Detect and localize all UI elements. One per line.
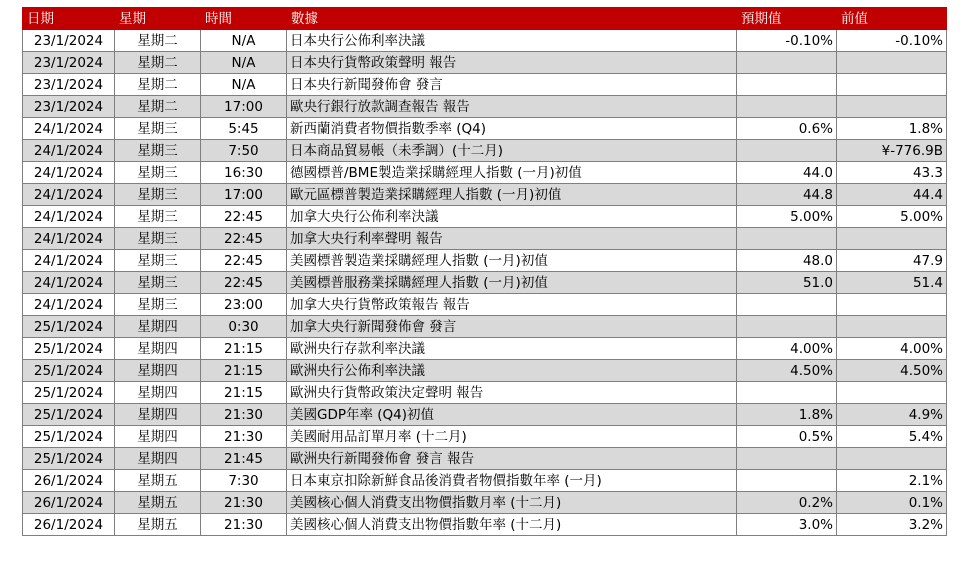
time-cell: 21:15 (201, 338, 287, 360)
table-row (23, 30, 947, 52)
time-cell: 21:45 (201, 448, 287, 470)
date-cell: 23/1/2024 (23, 74, 115, 96)
event-cell: 歐洲央行存款利率決議 (287, 338, 737, 360)
date-cell: 25/1/2024 (23, 448, 115, 470)
day-cell: 星期五 (115, 470, 201, 492)
event-cell: 日本商品貿易帳（未季調）(十二月) (287, 140, 737, 162)
previous-cell: 51.4 (837, 272, 947, 294)
table-row (23, 316, 947, 338)
table-row (23, 140, 947, 162)
event-cell: 加拿大央行新聞發佈會 發言 (287, 316, 737, 338)
day-cell: 星期五 (115, 514, 201, 536)
table-row (23, 228, 947, 250)
event-cell: 歐央行銀行放款調查報告 報告 (287, 96, 737, 118)
table-row (23, 162, 947, 184)
day-cell: 星期三 (115, 228, 201, 250)
event-cell: 歐洲央行公佈利率決議 (287, 360, 737, 382)
date-cell: 24/1/2024 (23, 250, 115, 272)
forecast-cell (737, 140, 837, 162)
day-cell: 星期三 (115, 272, 201, 294)
time-cell: 21:30 (201, 492, 287, 514)
day-cell: 星期三 (115, 140, 201, 162)
time-cell: 17:00 (201, 96, 287, 118)
event-cell: 歐元區標普製造業採購經理人指數 (一月)初值 (287, 184, 737, 206)
table-row (23, 448, 947, 470)
time-cell: N/A (201, 30, 287, 52)
previous-cell: 4.00% (837, 338, 947, 360)
day-cell: 星期四 (115, 316, 201, 338)
event-cell: 美國核心個人消費支出物價指數年率 (十二月) (287, 514, 737, 536)
previous-cell (837, 74, 947, 96)
table-row (23, 74, 947, 96)
forecast-cell: 0.6% (737, 118, 837, 140)
table-row (23, 382, 947, 404)
table-row (23, 250, 947, 272)
date-cell: 25/1/2024 (23, 382, 115, 404)
table-row (23, 514, 947, 536)
day-cell: 星期四 (115, 448, 201, 470)
time-cell: 5:45 (201, 118, 287, 140)
date-cell: 23/1/2024 (23, 30, 115, 52)
event-cell: 日本央行貨幣政策聲明 報告 (287, 52, 737, 74)
event-cell: 美國標普服務業採購經理人指數 (一月)初值 (287, 272, 737, 294)
previous-cell: 47.9 (837, 250, 947, 272)
date-cell: 24/1/2024 (23, 294, 115, 316)
forecast-cell (737, 228, 837, 250)
event-cell: 日本央行公佈利率決議 (287, 30, 737, 52)
previous-cell: -0.10% (837, 30, 947, 52)
forecast-cell (737, 316, 837, 338)
time-cell: 21:15 (201, 360, 287, 382)
forecast-cell (737, 52, 837, 74)
table-row (23, 360, 947, 382)
date-cell: 23/1/2024 (23, 96, 115, 118)
date-cell: 25/1/2024 (23, 360, 115, 382)
day-cell: 星期三 (115, 294, 201, 316)
time-cell: 7:30 (201, 470, 287, 492)
event-cell: 加拿大央行公佈利率決議 (287, 206, 737, 228)
time-cell: 21:15 (201, 382, 287, 404)
date-cell: 24/1/2024 (23, 162, 115, 184)
date-cell: 25/1/2024 (23, 426, 115, 448)
previous-cell: 44.4 (837, 184, 947, 206)
forecast-cell (737, 74, 837, 96)
event-cell: 美國標普製造業採購經理人指數 (一月)初值 (287, 250, 737, 272)
forecast-cell: 44.0 (737, 162, 837, 184)
previous-cell (837, 294, 947, 316)
date-cell: 24/1/2024 (23, 118, 115, 140)
table-row (23, 294, 947, 316)
previous-cell (837, 52, 947, 74)
table-header-row (23, 8, 947, 30)
time-cell: N/A (201, 52, 287, 74)
forecast-cell: 4.00% (737, 338, 837, 360)
date-cell: 25/1/2024 (23, 338, 115, 360)
forecast-cell (737, 382, 837, 404)
forecast-cell: 44.8 (737, 184, 837, 206)
day-cell: 星期二 (115, 52, 201, 74)
event-cell: 日本東京扣除新鮮食品後消費者物價指數年率 (一月) (287, 470, 737, 492)
day-cell: 星期三 (115, 250, 201, 272)
forecast-cell (737, 470, 837, 492)
event-cell: 日本央行新聞發佈會 發言 (287, 74, 737, 96)
table-row (23, 96, 947, 118)
event-cell: 美國GDP年率 (Q4)初值 (287, 404, 737, 426)
date-cell: 24/1/2024 (23, 184, 115, 206)
day-cell: 星期三 (115, 162, 201, 184)
time-cell: 7:50 (201, 140, 287, 162)
time-cell: 22:45 (201, 250, 287, 272)
previous-cell: 3.2% (837, 514, 947, 536)
time-cell: 22:45 (201, 206, 287, 228)
previous-cell: 5.4% (837, 426, 947, 448)
previous-cell (837, 96, 947, 118)
date-cell: 24/1/2024 (23, 272, 115, 294)
day-cell: 星期二 (115, 30, 201, 52)
date-cell: 26/1/2024 (23, 470, 115, 492)
economic-calendar-table (22, 7, 947, 536)
previous-cell: 4.50% (837, 360, 947, 382)
date-cell: 23/1/2024 (23, 52, 115, 74)
time-cell: 21:30 (201, 514, 287, 536)
day-cell: 星期三 (115, 184, 201, 206)
day-cell: 星期三 (115, 206, 201, 228)
forecast-cell: 51.0 (737, 272, 837, 294)
event-cell: 歐洲央行新聞發佈會 發言 報告 (287, 448, 737, 470)
forecast-cell: 48.0 (737, 250, 837, 272)
date-cell: 26/1/2024 (23, 492, 115, 514)
header-date: 日期 (23, 8, 115, 30)
date-cell: 24/1/2024 (23, 206, 115, 228)
table-row (23, 118, 947, 140)
time-cell: 21:30 (201, 404, 287, 426)
forecast-cell (737, 294, 837, 316)
previous-cell: ¥-776.9B (837, 140, 947, 162)
table-row (23, 184, 947, 206)
forecast-cell: 1.8% (737, 404, 837, 426)
forecast-cell: -0.10% (737, 30, 837, 52)
table-row (23, 272, 947, 294)
previous-cell: 43.3 (837, 162, 947, 184)
day-cell: 星期四 (115, 338, 201, 360)
table-row (23, 470, 947, 492)
time-cell: 22:45 (201, 272, 287, 294)
previous-cell: 5.00% (837, 206, 947, 228)
previous-cell (837, 316, 947, 338)
event-cell: 美國耐用品訂單月率 (十二月) (287, 426, 737, 448)
header-previous: 前值 (837, 8, 947, 30)
day-cell: 星期三 (115, 118, 201, 140)
previous-cell: 0.1% (837, 492, 947, 514)
day-cell: 星期四 (115, 382, 201, 404)
forecast-cell: 3.0% (737, 514, 837, 536)
header-day: 星期 (115, 8, 201, 30)
date-cell: 26/1/2024 (23, 514, 115, 536)
table-row (23, 426, 947, 448)
time-cell: N/A (201, 74, 287, 96)
forecast-cell: 4.50% (737, 360, 837, 382)
previous-cell: 1.8% (837, 118, 947, 140)
forecast-cell: 0.5% (737, 426, 837, 448)
day-cell: 星期四 (115, 426, 201, 448)
day-cell: 星期二 (115, 96, 201, 118)
table-body (23, 30, 947, 536)
previous-cell: 4.9% (837, 404, 947, 426)
day-cell: 星期四 (115, 360, 201, 382)
forecast-cell: 0.2% (737, 492, 837, 514)
day-cell: 星期五 (115, 492, 201, 514)
table-row (23, 338, 947, 360)
event-cell: 歐洲央行貨幣政策決定聲明 報告 (287, 382, 737, 404)
day-cell: 星期四 (115, 404, 201, 426)
table-row (23, 52, 947, 74)
forecast-cell (737, 96, 837, 118)
previous-cell (837, 382, 947, 404)
time-cell: 0:30 (201, 316, 287, 338)
forecast-cell: 5.00% (737, 206, 837, 228)
event-cell: 加拿大央行貨幣政策報告 報告 (287, 294, 737, 316)
table-row (23, 206, 947, 228)
event-cell: 新西蘭消費者物價指數季率 (Q4) (287, 118, 737, 140)
table-row (23, 492, 947, 514)
date-cell: 24/1/2024 (23, 140, 115, 162)
header-forecast: 預期值 (737, 8, 837, 30)
forecast-cell (737, 448, 837, 470)
previous-cell: 2.1% (837, 470, 947, 492)
time-cell: 17:00 (201, 184, 287, 206)
header-time: 時間 (201, 8, 287, 30)
event-cell: 加拿大央行利率聲明 報告 (287, 228, 737, 250)
day-cell: 星期二 (115, 74, 201, 96)
previous-cell (837, 448, 947, 470)
table-row (23, 404, 947, 426)
header-event: 數據 (287, 8, 737, 30)
time-cell: 21:30 (201, 426, 287, 448)
previous-cell (837, 228, 947, 250)
date-cell: 25/1/2024 (23, 316, 115, 338)
time-cell: 16:30 (201, 162, 287, 184)
event-cell: 美國核心個人消費支出物價指數月率 (十二月) (287, 492, 737, 514)
date-cell: 24/1/2024 (23, 228, 115, 250)
time-cell: 22:45 (201, 228, 287, 250)
event-cell: 德國標普/BME製造業採購經理人指數 (一月)初值 (287, 162, 737, 184)
date-cell: 25/1/2024 (23, 404, 115, 426)
time-cell: 23:00 (201, 294, 287, 316)
